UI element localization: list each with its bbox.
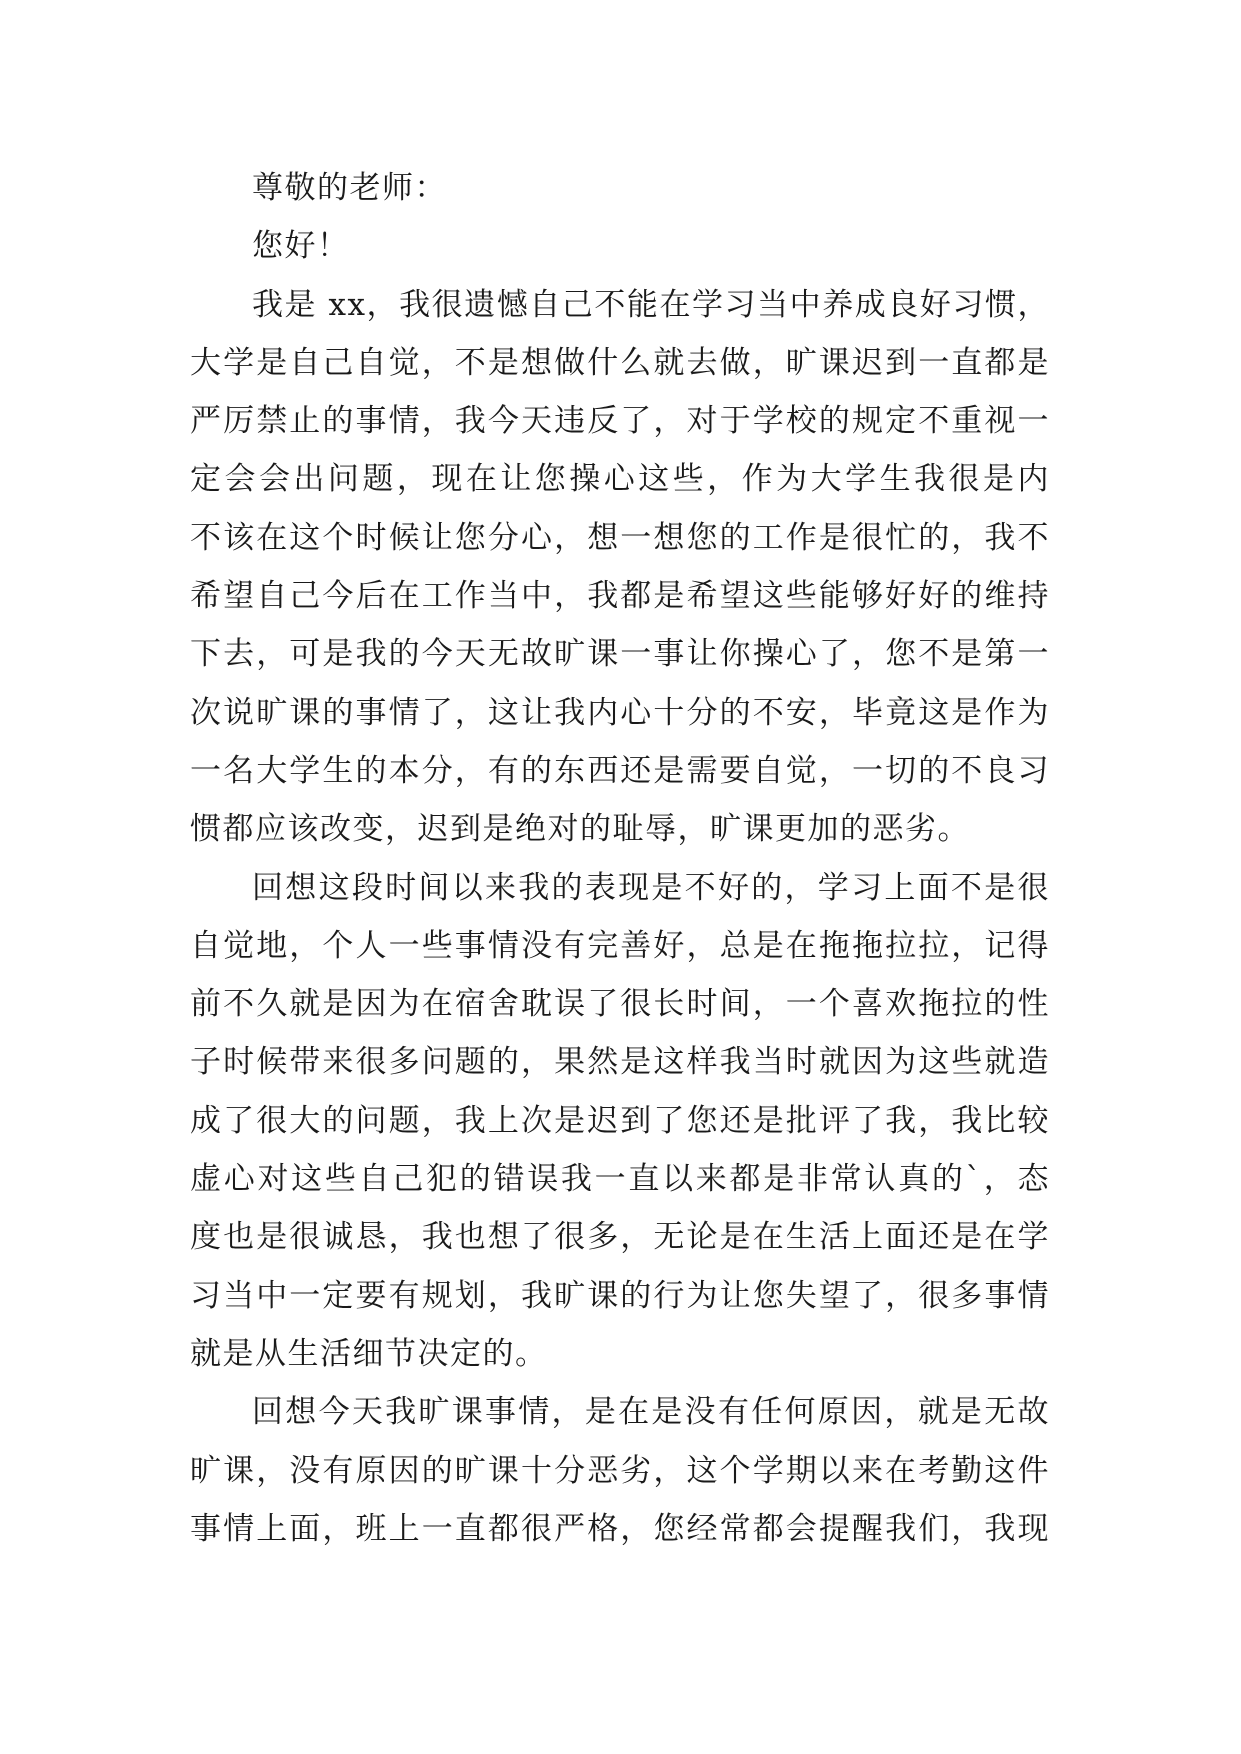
greeting: 您好！ — [252, 228, 350, 265]
paragraph-2-line-4: 子时候带来很多问题的，果然是这样我当时就因为这些就造 — [190, 1044, 1050, 1081]
paragraph-1-line-1: 我是 xx，我很遗憾自己不能在学习当中养成良好习惯， — [252, 286, 1050, 323]
paragraph-1-line-7: 下去，可是我的今天无故旷课一事让你操心了，您不是第一 — [190, 636, 1050, 673]
paragraph-1-line-9: 一名大学生的本分，有的东西还是需要自觉，一切的不良习 — [190, 752, 1050, 789]
letter-body — [190, 159, 1050, 1558]
paragraph-3-line-1: 回想今天我旷课事情，是在是没有任何原因，就是无故 — [252, 1394, 1050, 1431]
paragraph-1-line-5: 不该在这个时候让您分心，想一想您的工作是很忙的，我不 — [190, 519, 1050, 556]
paragraph-3-line-3: 事情上面，班上一直都很严格，您经常都会提醒我们，我现 — [190, 1510, 1050, 1547]
paragraph-2-line-3: 前不久就是因为在宿舍耽误了很长时间，一个喜欢拖拉的性 — [190, 986, 1050, 1023]
paragraph-1-line-3: 严厉禁止的事情，我今天违反了，对于学校的规定不重视一 — [190, 403, 1050, 440]
paragraph-2-line-8: 习当中一定要有规划，我旷课的行为让您失望了，很多事情 — [190, 1277, 1050, 1314]
salutation: 尊敬的老师： — [252, 170, 447, 206]
paragraph-1-line-6: 希望自己今后在工作当中，我都是希望这些能够好好的维持 — [190, 578, 1050, 615]
paragraph-2-line-1: 回想这段时间以来我的表现是不好的，学习上面不是很 — [252, 869, 1050, 906]
paragraph-1-line-10: 惯都应该改变，迟到是绝对的耻辱，旷课更加的恶劣。 — [190, 811, 970, 848]
paragraph-2-line-9: 就是从生活细节决定的。 — [190, 1335, 548, 1372]
paragraph-1-line-2: 大学是自己自觉，不是想做什么就去做，旷课迟到一直都是 — [190, 344, 1050, 381]
paragraph-2-line-6: 虚心对这些自己犯的错误我一直以来都是非常认真的`，态 — [190, 1161, 1050, 1198]
paragraph-2-line-2: 自觉地，个人一些事情没有完善好，总是在拖拖拉拉，记得 — [190, 927, 1050, 964]
paragraph-1-line-8: 次说旷课的事情了，这让我内心十分的不安，毕竟这是作为 — [190, 694, 1050, 731]
paragraph-1-line-4: 定会会出问题，现在让您操心这些，作为大学生我很是内 — [190, 461, 1050, 498]
paragraph-2-line-7: 度也是很诚恳，我也想了很多，无论是在生活上面还是在学 — [190, 1219, 1050, 1256]
paragraph-2-line-5: 成了很大的问题，我上次是迟到了您还是批评了我，我比较 — [190, 1102, 1050, 1139]
paragraph-3-line-2: 旷课，没有原因的旷课十分恶劣，这个学期以来在考勤这件 — [190, 1452, 1050, 1489]
